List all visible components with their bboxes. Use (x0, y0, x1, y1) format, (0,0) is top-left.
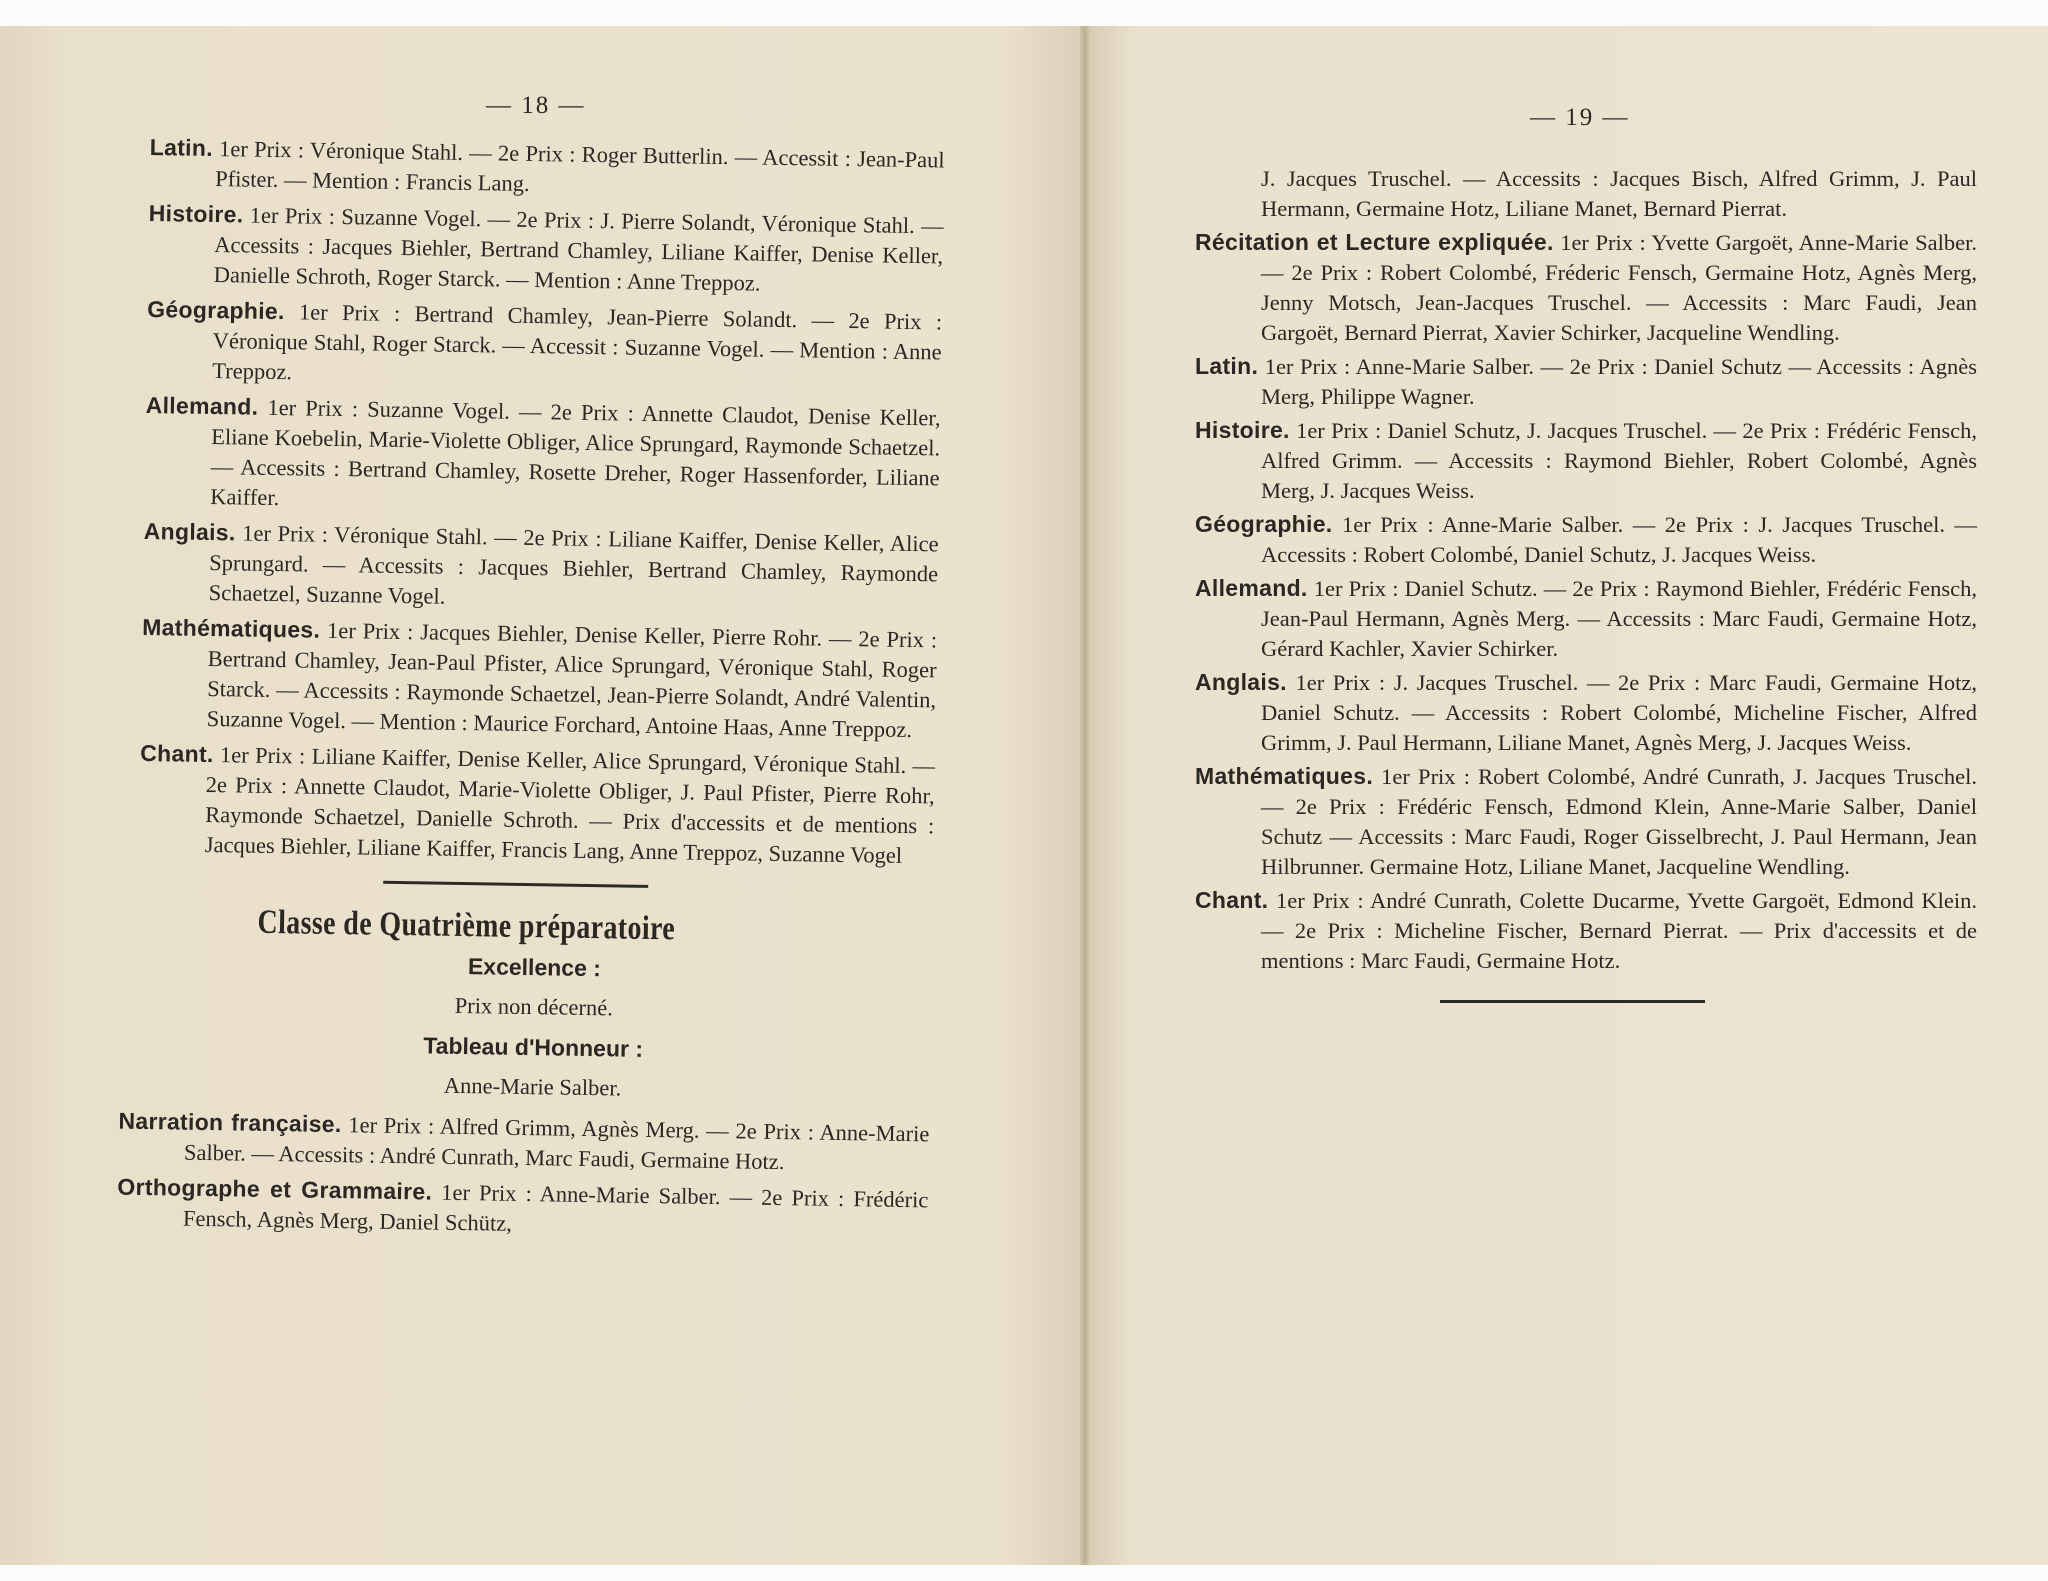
prize-entry-geographie (1195, 509, 1977, 570)
subject-label: Mathématiques. (142, 613, 321, 643)
prize-entry-narration (118, 1106, 930, 1180)
honneur-value: Anne-Marie Salber. (443, 1072, 622, 1101)
prize-entry-latin (149, 132, 945, 205)
subject-label: Orthographe et Grammaire. (117, 1173, 433, 1205)
entry-text: 1er Prix : Liliane Kaiffer, Denise Keller, Alice Sprungard, Véronique Stahl. — 2e Prix : Annette Claudot, Marie-Violette Obliger, J. Paul Pfister, Pierre Rohr, Raymonde Schaetzel, Danielle Schroth. — Prix d'accessits et de mentions : Jacques Biehler, Liliane Kaiffer, Francis Lang, Anne Treppoz, Suzanne Vogel (204, 742, 936, 868)
prize-entry-anglais (1195, 667, 1977, 758)
prize-entry-histoire (1195, 415, 1977, 506)
prize-entry-orthographe (117, 1172, 929, 1246)
subject-label: Latin. (1195, 353, 1259, 379)
page-number-right: — 19 — (1530, 104, 1630, 131)
prize-entry-anglais (143, 516, 939, 619)
excellence-value: Prix non décerné. (454, 992, 614, 1021)
continuation-text: J. Jacques Truschel. — Accessits : Jacques Bisch, Alfred Grimm, J. Paul Hermann, Germaine Hotz, Liliane Manet, Bernard Pierrat. (1261, 166, 1977, 221)
prize-entry-chant (1195, 885, 1977, 976)
left-page (0, 26, 1085, 1565)
book-gutter (1080, 26, 1090, 1565)
prize-entry-geographie (146, 294, 942, 397)
subject-label: Géographie. (147, 295, 285, 325)
subject-label: Mathématiques. (1195, 763, 1374, 789)
honneur-label: Tableau d'Honneur : (423, 1032, 644, 1062)
scan-top-margin (0, 0, 2048, 26)
subject-label: Histoire. (148, 199, 244, 228)
end-divider (1440, 1000, 1705, 1003)
prize-entry-allemand (1195, 573, 1977, 664)
subject-label: Histoire. (1195, 417, 1290, 443)
entry-text: 1er Prix : Véronique Stahl. — 2e Prix : Roger Butterlin. — Accessit : Jean-Paul Pfister. — Mention : Francis Lang. (212, 135, 945, 196)
prize-entry-mathematiques (1195, 761, 1977, 882)
prize-entry-latin (1195, 351, 1977, 412)
subject-label: Anglais. (1195, 669, 1287, 695)
entry-text: 1er Prix : Jacques Biehler, Denise Keller, Pierre Rohr. — 2e Prix : Bertrand Chamley, Jean-Paul Pfister, Alice Sprungard, Véronique Stahl, Roger Starck. — Accessits : Raymonde Schaetzel, Jean-Pierre Solandt, André Valentin, Suzanne Vogel. — Mention : Maurice Forchard, Antoine Haas, Anne Treppoz. (206, 617, 938, 743)
entry-text: 1er Prix : Daniel Schutz. — 2e Prix : Raymond Biehler, Frédéric Fensch, Jean-Paul Hermann, Agnès Merg. — Accessits : Marc Faudi, Germaine Hotz, Gérard Kachler, Xavier Schirker. (1261, 576, 1977, 661)
excellence-label: Excellence : (467, 953, 602, 982)
subject-label: Géographie. (1195, 511, 1333, 537)
subject-label: Chant. (140, 739, 214, 768)
prize-entry-recitation (1195, 227, 1977, 348)
right-text-column (1195, 164, 1977, 1003)
right-page (1085, 26, 2048, 1565)
entry-text: 1er Prix : Alfred Grimm, Agnès Merg. — 2e Prix : Anne-Marie Salber. — Accessits : André Cunrath, Marc Faudi, Germaine Hotz. (183, 1112, 930, 1175)
subject-label: Narration française. (118, 1107, 342, 1138)
entry-text: 1er Prix : Véronique Stahl. — 2e Prix : Liliane Kaiffer, Denise Keller, Alice Sprungard. — Accessits : Jacques Biehler, Bertrand Chamley, Raymonde Schaetzel, Suzanne Vogel. (208, 520, 939, 609)
entry-text: 1er Prix : Robert Colombé, André Cunrath, J. Jacques Truschel. — 2e Prix : Frédéric Fensch, Edmond Klein, Anne-Marie Salber, Daniel Schutz — Accessits : Marc Faudi, Roger Gisselbrecht, J. Paul Hermann, Jean Hilbrunner. Germaine Hotz, Liliane Manet, Jacqueline Wendling. (1261, 764, 1977, 879)
section-heading: Classe de Quatrième préparatoire (257, 903, 676, 948)
entry-text: 1er Prix : Suzanne Vogel. — 2e Prix : J. Pierre Solandt, Véronique Stahl. — Accessits : Jacques Biehler, Bertrand Chamley, Liliane Kaiffer, Denise Keller, Danielle Schroth, Roger Starck. — Mention : Anne Treppoz. (213, 202, 944, 296)
entry-text: 1er Prix : Suzanne Vogel. — 2e Prix : Annette Claudot, Denise Keller, Eliane Koebelin, Marie-Violette Obliger, Alice Sprungard, Raymonde Schaetzel. — Accessits : Bertrand Chamley, Rosette Dreher, Roger Hassenforder, Liliane Kaiffer. (210, 394, 941, 511)
prize-entry-histoire (148, 198, 944, 301)
prize-entry-mathematiques (141, 612, 938, 745)
left-text-column (117, 132, 945, 1250)
entry-text: 1er Prix : André Cunrath, Colette Ducarme, Yvette Gargoët, Edmond Klein. — 2e Prix : Micheline Fischer, Bernard Pierrat. — Prix d'accessits et de mentions : Marc Faudi, Germaine Hotz. (1261, 888, 1977, 973)
entry-text: 1er Prix : Yvette Gargoët, Anne-Marie Salber. — 2e Prix : Robert Colombé, Fréderic Fensch, Germaine Hotz, Agnès Merg, Jenny Motsch, Jean-Jacques Truschel. — Accessits : Marc Faudi, Jean Gargoët, Bernard Pierrat, Xavier Schirker, Jacqueline Wendling. (1261, 230, 1977, 345)
section-divider (383, 881, 648, 888)
subject-label: Allemand. (1195, 575, 1308, 601)
entry-text: 1er Prix : Anne-Marie Salber. — 2e Prix : Frédéric Fensch, Agnès Merg, Daniel Schütz, (182, 1179, 929, 1236)
subject-label: Chant. (1195, 887, 1269, 913)
entry-text: 1er Prix : Anne-Marie Salber. — 2e Prix : Daniel Schutz — Accessits : Agnès Merg, Philippe Wagner. (1258, 354, 1977, 409)
entry-text: 1er Prix : Bertrand Chamley, Jean-Pierre Solandt. — 2e Prix : Véronique Stahl, Roger Starck. — Accessit : Suzanne Vogel. — Mention : Anne Treppoz. (212, 299, 943, 385)
scan-bottom-margin (0, 1565, 2048, 1581)
entry-text: 1er Prix : Anne-Marie Salber. — 2e Prix : J. Jacques Truschel. — Accessits : Robert Colombé, Daniel Schutz, J. Jacques Weiss. (1261, 512, 1977, 567)
subject-label: Anglais. (143, 517, 236, 546)
prize-entry-allemand (144, 390, 941, 523)
entry-text: 1er Prix : Daniel Schutz, J. Jacques Truschel. — 2e Prix : Frédéric Fensch, Alfred Grimm. — Accessits : Raymond Biehler, Robert Colombé, Agnès Merg, J. Jacques Weiss. (1261, 418, 1977, 503)
subject-label: Latin. (149, 133, 214, 161)
prize-entry-chant (139, 738, 936, 871)
subject-label: Allemand. (145, 391, 259, 420)
entry-text: 1er Prix : J. Jacques Truschel. — 2e Prix : Marc Faudi, Germaine Hotz, Daniel Schutz. — Accessits : Robert Colombé, Micheline Fischer, Alfred Grimm, J. Paul Hermann, Liliane Manet, Agnès Merg, J. Jacques Weiss. (1261, 670, 1977, 755)
subject-label: Récitation et Lecture expliquée. (1195, 229, 1554, 255)
page-number-left: — 18 — (486, 92, 586, 119)
